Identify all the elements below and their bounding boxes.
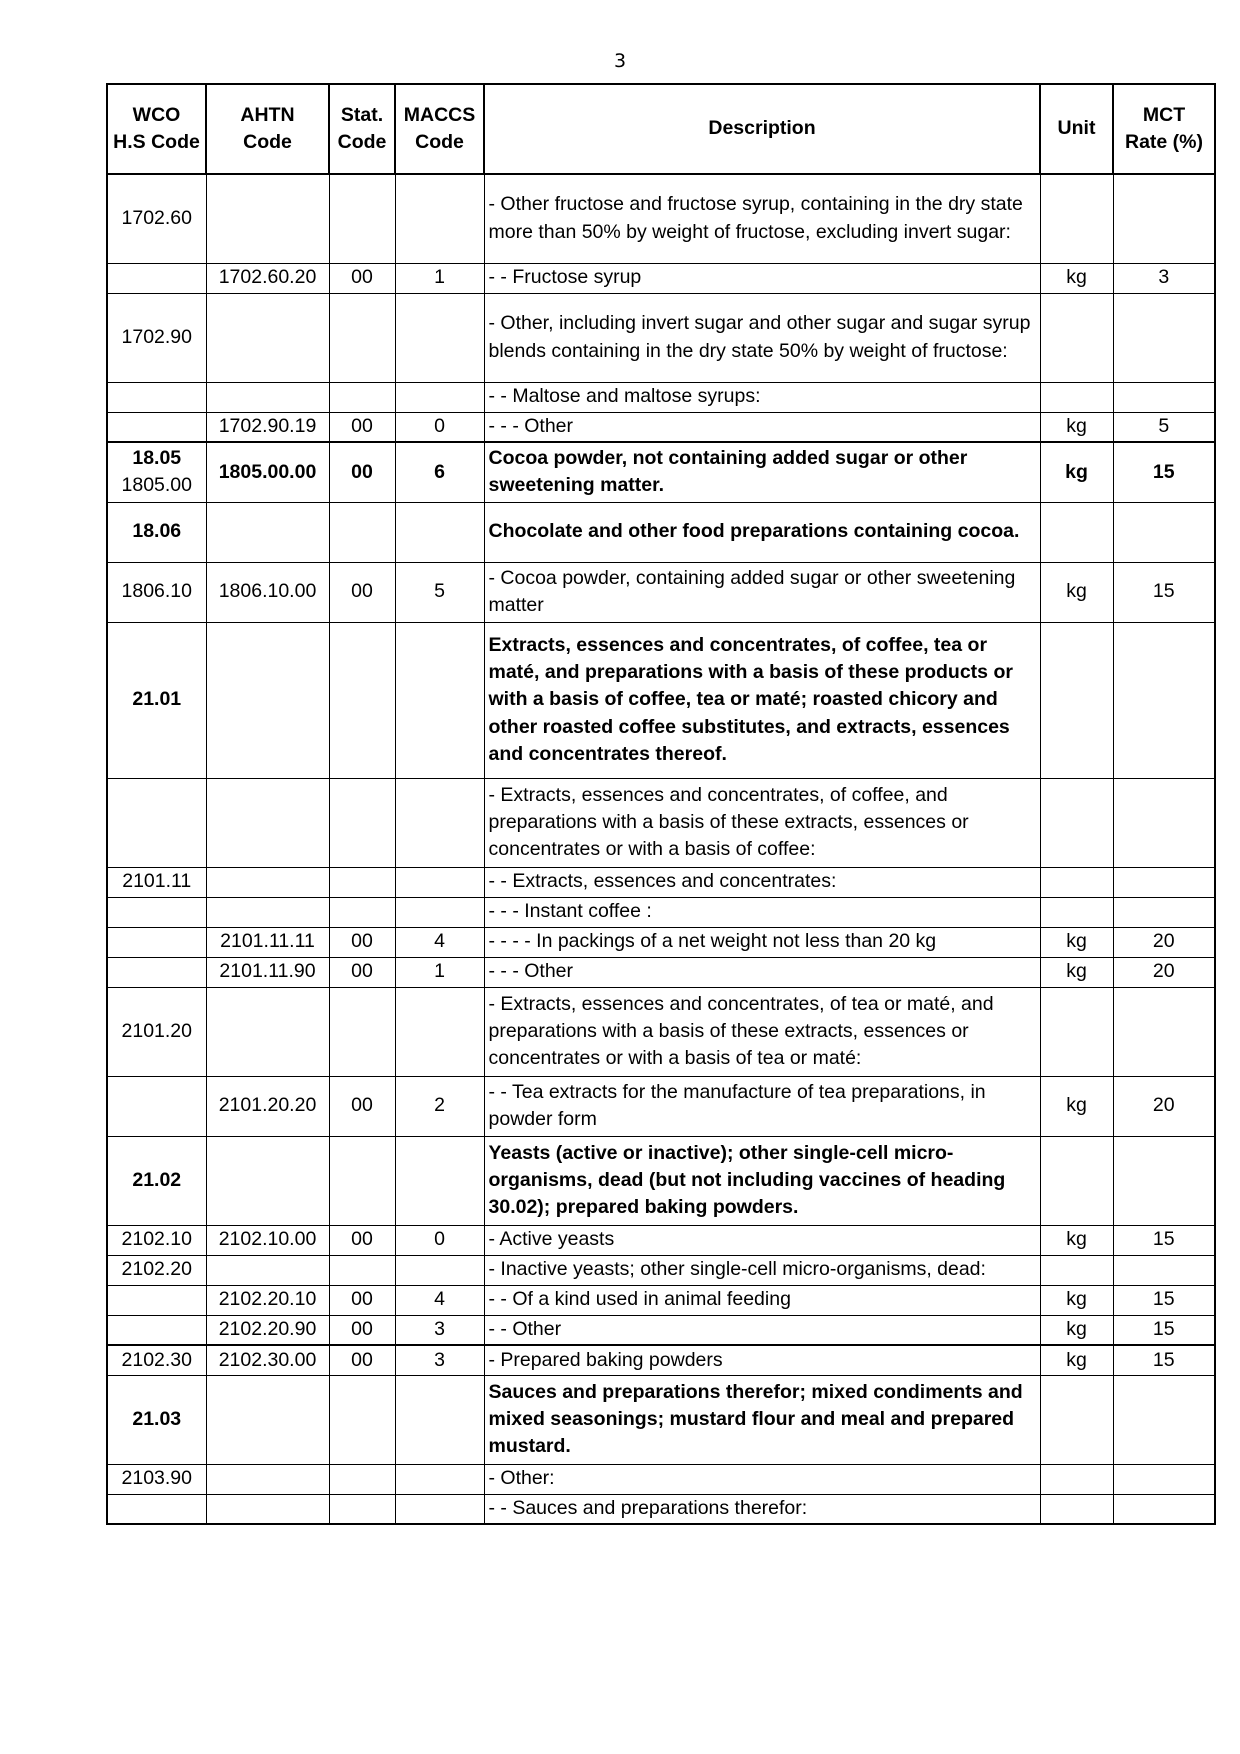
cell-wco-code: 21.02 bbox=[107, 1136, 206, 1225]
cell-unit: kg bbox=[1040, 562, 1113, 622]
cell-unit: kg bbox=[1040, 263, 1113, 293]
cell-wco-code bbox=[107, 1285, 206, 1315]
cell-wco-code bbox=[107, 1494, 206, 1524]
cell-unit: kg bbox=[1040, 927, 1113, 957]
cell-unit bbox=[1040, 1375, 1113, 1464]
cell-stat-code: 00 bbox=[329, 412, 395, 442]
cell-ahtn-code bbox=[206, 987, 329, 1076]
cell-stat-code: 00 bbox=[329, 957, 395, 987]
cell-description: - Other fructose and fructose syrup, containing in the dry state more than 50% by weight of fructose, excluding invert sugar: bbox=[484, 174, 1040, 263]
table-row bbox=[107, 502, 1215, 562]
cell-unit bbox=[1040, 1494, 1113, 1524]
table-row bbox=[107, 263, 1215, 293]
cell-description: Chocolate and other food preparations containing cocoa. bbox=[484, 502, 1040, 562]
cell-maccs-code: 2 bbox=[395, 1076, 484, 1136]
cell-description: - - Fructose syrup bbox=[484, 263, 1040, 293]
cell-wco-code bbox=[107, 1315, 206, 1345]
cell-unit bbox=[1040, 987, 1113, 1076]
cell-stat-code bbox=[329, 293, 395, 382]
cell-mct-rate bbox=[1113, 1375, 1215, 1464]
cell-stat-code: 00 bbox=[329, 1285, 395, 1315]
cell-maccs-code bbox=[395, 897, 484, 927]
cell-stat-code bbox=[329, 1136, 395, 1225]
cell-stat-code bbox=[329, 174, 395, 263]
table-row bbox=[107, 1345, 1215, 1375]
cell-unit bbox=[1040, 1136, 1113, 1225]
cell-maccs-code: 4 bbox=[395, 1285, 484, 1315]
cell-description: - - - - In packings of a net weight not less than 20 kg bbox=[484, 927, 1040, 957]
cell-unit bbox=[1040, 778, 1113, 867]
cell-mct-rate: 20 bbox=[1113, 1076, 1215, 1136]
cell-stat-code bbox=[329, 1494, 395, 1524]
cell-wco-code: 21.03 bbox=[107, 1375, 206, 1464]
cell-wco-code: 2101.20 bbox=[107, 987, 206, 1076]
cell-wco-code: 18.06 bbox=[107, 502, 206, 562]
cell-stat-code bbox=[329, 1255, 395, 1285]
header-wco: WCO H.S Code bbox=[107, 84, 206, 174]
cell-mct-rate: 15 bbox=[1113, 442, 1215, 502]
cell-wco-code: 18.05 1805.00 bbox=[107, 442, 206, 502]
cell-wco-code: 2102.20 bbox=[107, 1255, 206, 1285]
table-row bbox=[107, 412, 1215, 442]
cell-description: Sauces and preparations therefor; mixed condiments and mixed seasonings; mustard flour and meal and prepared mustard. bbox=[484, 1375, 1040, 1464]
cell-wco-code: 1702.90 bbox=[107, 293, 206, 382]
table-row bbox=[107, 927, 1215, 957]
cell-wco-code: 2103.90 bbox=[107, 1464, 206, 1494]
cell-description: Cocoa powder, not containing added sugar or other sweetening matter. bbox=[484, 442, 1040, 502]
cell-mct-rate bbox=[1113, 293, 1215, 382]
cell-mct-rate: 15 bbox=[1113, 562, 1215, 622]
cell-maccs-code: 1 bbox=[395, 263, 484, 293]
cell-wco-code bbox=[107, 412, 206, 442]
table-header-row bbox=[107, 84, 1215, 174]
cell-ahtn-code bbox=[206, 502, 329, 562]
cell-unit bbox=[1040, 897, 1113, 927]
table-row bbox=[107, 1494, 1215, 1524]
cell-maccs-code bbox=[395, 293, 484, 382]
cell-unit: kg bbox=[1040, 1076, 1113, 1136]
cell-wco-code: 21.01 bbox=[107, 622, 206, 778]
cell-mct-rate: 3 bbox=[1113, 263, 1215, 293]
cell-description: - Other: bbox=[484, 1464, 1040, 1494]
cell-ahtn-code bbox=[206, 622, 329, 778]
cell-stat-code: 00 bbox=[329, 1076, 395, 1136]
cell-ahtn-code bbox=[206, 293, 329, 382]
table-row bbox=[107, 778, 1215, 867]
cell-mct-rate: 20 bbox=[1113, 927, 1215, 957]
cell-wco-code bbox=[107, 927, 206, 957]
tariff-table bbox=[106, 83, 1216, 1525]
cell-stat-code bbox=[329, 502, 395, 562]
cell-stat-code bbox=[329, 897, 395, 927]
cell-description: - Extracts, essences and concentrates, of coffee, and preparations with a basis of these extracts, essences or concentrates or with a basis of coffee: bbox=[484, 778, 1040, 867]
cell-mct-rate: 15 bbox=[1113, 1225, 1215, 1255]
cell-ahtn-code: 2102.30.00 bbox=[206, 1345, 329, 1375]
table-row bbox=[107, 1225, 1215, 1255]
table-row bbox=[107, 987, 1215, 1076]
cell-ahtn-code bbox=[206, 778, 329, 867]
cell-maccs-code bbox=[395, 1136, 484, 1225]
table-row bbox=[107, 622, 1215, 778]
cell-ahtn-code: 1806.10.00 bbox=[206, 562, 329, 622]
cell-wco-code: 2101.11 bbox=[107, 867, 206, 897]
cell-stat-code bbox=[329, 1464, 395, 1494]
cell-wco-code bbox=[107, 778, 206, 867]
cell-description: - Cocoa powder, containing added sugar or other sweetening matter bbox=[484, 562, 1040, 622]
cell-stat-code bbox=[329, 622, 395, 778]
cell-ahtn-code bbox=[206, 1136, 329, 1225]
table-row bbox=[107, 1076, 1215, 1136]
cell-mct-rate bbox=[1113, 622, 1215, 778]
table-row bbox=[107, 562, 1215, 622]
cell-stat-code: 00 bbox=[329, 442, 395, 502]
cell-description: - Inactive yeasts; other single-cell micro-organisms, dead: bbox=[484, 1255, 1040, 1285]
cell-ahtn-code bbox=[206, 1255, 329, 1285]
cell-description: - - Of a kind used in animal feeding bbox=[484, 1285, 1040, 1315]
cell-maccs-code bbox=[395, 867, 484, 897]
cell-wco-code: 2102.10 bbox=[107, 1225, 206, 1255]
cell-stat-code: 00 bbox=[329, 1225, 395, 1255]
cell-mct-rate bbox=[1113, 1136, 1215, 1225]
cell-ahtn-code: 2101.20.20 bbox=[206, 1076, 329, 1136]
cell-maccs-code: 6 bbox=[395, 442, 484, 502]
cell-maccs-code bbox=[395, 622, 484, 778]
cell-description: - - - Other bbox=[484, 412, 1040, 442]
cell-mct-rate: 20 bbox=[1113, 957, 1215, 987]
cell-stat-code: 00 bbox=[329, 562, 395, 622]
cell-description: - - - Other bbox=[484, 957, 1040, 987]
table-row bbox=[107, 1136, 1215, 1225]
cell-ahtn-code: 1702.90.19 bbox=[206, 412, 329, 442]
cell-description: - - Other bbox=[484, 1315, 1040, 1345]
cell-mct-rate bbox=[1113, 1255, 1215, 1285]
cell-ahtn-code: 2102.20.90 bbox=[206, 1315, 329, 1345]
cell-unit bbox=[1040, 1464, 1113, 1494]
cell-unit: kg bbox=[1040, 1315, 1113, 1345]
header-mct-rate: MCT Rate (%) bbox=[1113, 84, 1215, 174]
cell-unit bbox=[1040, 622, 1113, 778]
cell-description: - Active yeasts bbox=[484, 1225, 1040, 1255]
cell-unit bbox=[1040, 1255, 1113, 1285]
cell-unit: kg bbox=[1040, 1345, 1113, 1375]
cell-maccs-code: 0 bbox=[395, 1225, 484, 1255]
header-description: Description bbox=[484, 84, 1040, 174]
cell-description: - Extracts, essences and concentrates, of tea or maté, and preparations with a basis of these extracts, essences or concentrates or with a basis of tea or maté: bbox=[484, 987, 1040, 1076]
cell-description: - - Tea extracts for the manufacture of tea preparations, in powder form bbox=[484, 1076, 1040, 1136]
cell-ahtn-code: 2102.10.00 bbox=[206, 1225, 329, 1255]
table-body bbox=[107, 174, 1215, 1524]
cell-wco-code bbox=[107, 263, 206, 293]
cell-description: Extracts, essences and concentrates, of coffee, tea or maté, and preparations with a basis of these products or with a basis of coffee, tea or maté; roasted chicory and other roasted coffee substitutes, and extracts, essences and concentrates thereof. bbox=[484, 622, 1040, 778]
cell-maccs-code: 5 bbox=[395, 562, 484, 622]
cell-unit: kg bbox=[1040, 1285, 1113, 1315]
cell-unit bbox=[1040, 502, 1113, 562]
cell-maccs-code bbox=[395, 778, 484, 867]
cell-unit bbox=[1040, 293, 1113, 382]
cell-wco-code bbox=[107, 382, 206, 412]
table-row bbox=[107, 174, 1215, 263]
header-stat: Stat. Code bbox=[329, 84, 395, 174]
cell-wco-code: 2102.30 bbox=[107, 1345, 206, 1375]
cell-mct-rate bbox=[1113, 987, 1215, 1076]
cell-maccs-code bbox=[395, 1255, 484, 1285]
cell-stat-code bbox=[329, 1375, 395, 1464]
cell-description: - - - Instant coffee : bbox=[484, 897, 1040, 927]
cell-mct-rate bbox=[1113, 502, 1215, 562]
cell-unit: kg bbox=[1040, 442, 1113, 502]
cell-ahtn-code: 1805.00.00 bbox=[206, 442, 329, 502]
cell-maccs-code bbox=[395, 1464, 484, 1494]
cell-ahtn-code: 2102.20.10 bbox=[206, 1285, 329, 1315]
table-row bbox=[107, 1315, 1215, 1345]
cell-ahtn-code: 2101.11.90 bbox=[206, 957, 329, 987]
table-row bbox=[107, 442, 1215, 502]
cell-ahtn-code bbox=[206, 867, 329, 897]
cell-description: - Other, including invert sugar and other sugar and sugar syrup blends containing in the dry state 50% by weight of fructose: bbox=[484, 293, 1040, 382]
cell-unit: kg bbox=[1040, 1225, 1113, 1255]
cell-maccs-code bbox=[395, 987, 484, 1076]
cell-mct-rate bbox=[1113, 867, 1215, 897]
cell-mct-rate bbox=[1113, 1494, 1215, 1524]
cell-description: - - Maltose and maltose syrups: bbox=[484, 382, 1040, 412]
header-maccs: MACCS Code bbox=[395, 84, 484, 174]
cell-description: - - Extracts, essences and concentrates: bbox=[484, 867, 1040, 897]
cell-ahtn-code bbox=[206, 1375, 329, 1464]
table-row bbox=[107, 1375, 1215, 1464]
cell-mct-rate bbox=[1113, 778, 1215, 867]
cell-stat-code bbox=[329, 778, 395, 867]
page-number: 3 bbox=[613, 50, 627, 72]
cell-ahtn-code: 1702.60.20 bbox=[206, 263, 329, 293]
cell-maccs-code: 3 bbox=[395, 1345, 484, 1375]
cell-description: - Prepared baking powders bbox=[484, 1345, 1040, 1375]
cell-maccs-code: 4 bbox=[395, 927, 484, 957]
cell-ahtn-code bbox=[206, 382, 329, 412]
cell-mct-rate: 5 bbox=[1113, 412, 1215, 442]
table-row bbox=[107, 957, 1215, 987]
table-row bbox=[107, 867, 1215, 897]
cell-stat-code: 00 bbox=[329, 927, 395, 957]
table-row bbox=[107, 1464, 1215, 1494]
cell-mct-rate bbox=[1113, 897, 1215, 927]
cell-stat-code bbox=[329, 867, 395, 897]
table-row bbox=[107, 897, 1215, 927]
cell-unit bbox=[1040, 174, 1113, 263]
cell-unit: kg bbox=[1040, 957, 1113, 987]
cell-unit bbox=[1040, 382, 1113, 412]
cell-wco-code: 1806.10 bbox=[107, 562, 206, 622]
cell-stat-code: 00 bbox=[329, 1315, 395, 1345]
header-ahtn: AHTN Code bbox=[206, 84, 329, 174]
cell-unit: kg bbox=[1040, 412, 1113, 442]
cell-maccs-code bbox=[395, 174, 484, 263]
cell-ahtn-code bbox=[206, 897, 329, 927]
cell-maccs-code: 0 bbox=[395, 412, 484, 442]
cell-wco-subcode: 1805.00 bbox=[121, 474, 192, 497]
table-row bbox=[107, 1285, 1215, 1315]
table-row bbox=[107, 1255, 1215, 1285]
cell-description: Yeasts (active or inactive); other single-cell micro-organisms, dead (but not including vaccines of heading 30.02); prepared baking powders. bbox=[484, 1136, 1040, 1225]
cell-stat-code: 00 bbox=[329, 263, 395, 293]
cell-maccs-code bbox=[395, 1494, 484, 1524]
cell-mct-rate bbox=[1113, 174, 1215, 263]
cell-mct-rate: 15 bbox=[1113, 1345, 1215, 1375]
cell-wco-code: 1702.60 bbox=[107, 174, 206, 263]
cell-ahtn-code bbox=[206, 1464, 329, 1494]
cell-mct-rate: 15 bbox=[1113, 1285, 1215, 1315]
cell-maccs-code: 1 bbox=[395, 957, 484, 987]
header-unit: Unit bbox=[1040, 84, 1113, 174]
cell-ahtn-code bbox=[206, 174, 329, 263]
cell-wco-code bbox=[107, 1076, 206, 1136]
cell-ahtn-code: 2101.11.11 bbox=[206, 927, 329, 957]
cell-description: - - Sauces and preparations therefor: bbox=[484, 1494, 1040, 1524]
table-row bbox=[107, 382, 1215, 412]
cell-mct-rate bbox=[1113, 382, 1215, 412]
cell-maccs-code bbox=[395, 1375, 484, 1464]
cell-maccs-code bbox=[395, 382, 484, 412]
cell-stat-code bbox=[329, 987, 395, 1076]
cell-stat-code: 00 bbox=[329, 1345, 395, 1375]
cell-wco-code bbox=[107, 957, 206, 987]
cell-mct-rate: 15 bbox=[1113, 1315, 1215, 1345]
table-row bbox=[107, 293, 1215, 382]
cell-maccs-code bbox=[395, 502, 484, 562]
cell-maccs-code: 3 bbox=[395, 1315, 484, 1345]
cell-wco-code bbox=[107, 897, 206, 927]
cell-unit bbox=[1040, 867, 1113, 897]
cell-ahtn-code bbox=[206, 1494, 329, 1524]
cell-stat-code bbox=[329, 382, 395, 412]
cell-mct-rate bbox=[1113, 1464, 1215, 1494]
